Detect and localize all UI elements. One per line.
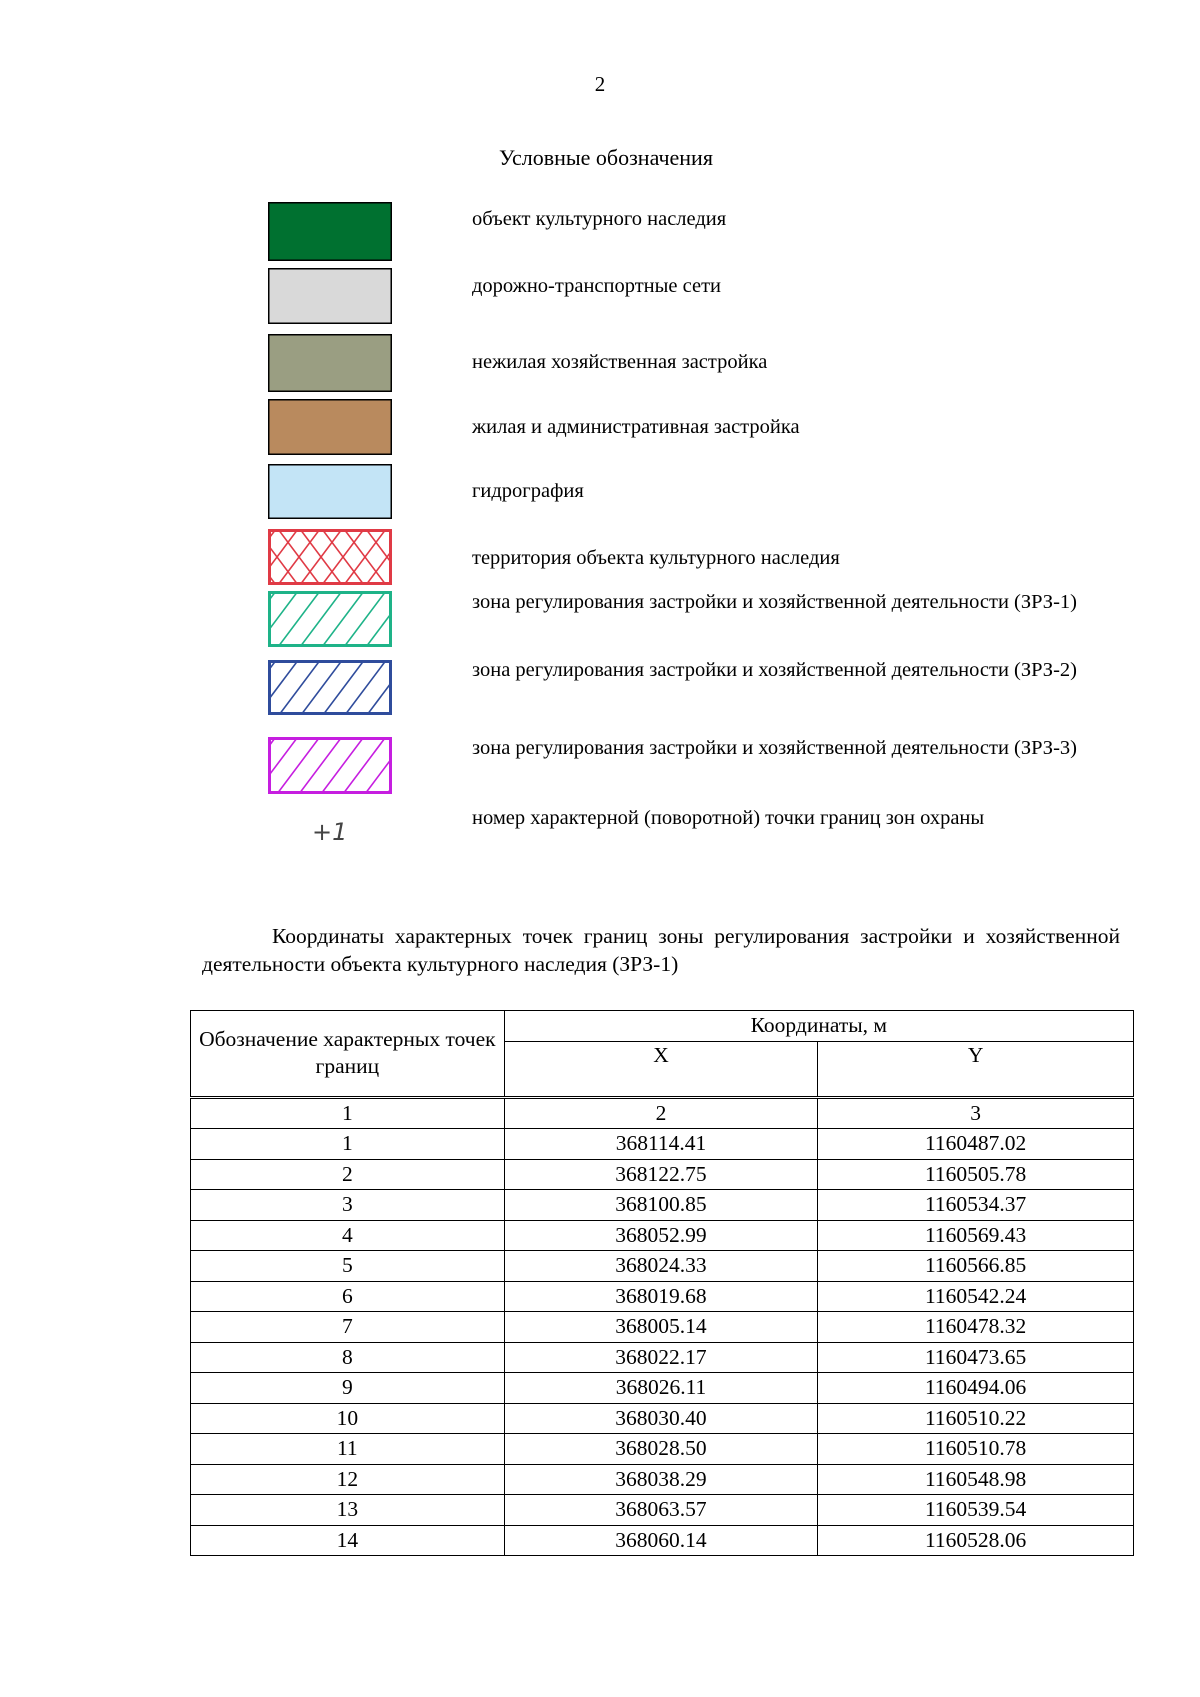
legend-swatch	[268, 202, 392, 261]
table-row	[191, 1220, 1134, 1251]
page-number: 2	[594, 72, 606, 96]
point-number-cell: 3	[191, 1190, 505, 1221]
table-row	[191, 1373, 1134, 1404]
legend-swatch	[268, 464, 392, 519]
table-row	[191, 1342, 1134, 1373]
legend-swatch	[268, 334, 392, 392]
table-row	[191, 1434, 1134, 1465]
y-coordinate-cell: 1160494.06	[818, 1373, 1134, 1404]
legend-label: нежилая хозяйственная застройка	[472, 351, 768, 373]
x-coordinate-cell: 368030.40	[504, 1403, 818, 1434]
legend-label: зона регулирования застройки и хозяйственной деятельности (ЗРЗ-1)	[472, 591, 1077, 613]
point-number-cell: 5	[191, 1251, 505, 1282]
y-coordinate-cell: 1160539.54	[818, 1495, 1134, 1526]
coordinates-table	[190, 1010, 1134, 1556]
x-coordinate-cell: 368060.14	[504, 1525, 818, 1556]
legend-swatch	[268, 591, 392, 647]
table-row	[191, 1281, 1134, 1312]
table-caption: Координаты характерных точек границ зоны регулирования застройки и хозяйственной деятельности объекта культурного наследия (ЗРЗ-1)	[202, 924, 1120, 976]
header-coordinates: Координаты, м	[504, 1011, 1133, 1042]
point-number-cell: 10	[191, 1403, 505, 1434]
table-row	[191, 1495, 1134, 1526]
legend-label: дорожно-транспортные сети	[472, 275, 722, 297]
legend-swatch	[268, 737, 392, 794]
point-number-cell: 8	[191, 1342, 505, 1373]
y-coordinate-cell: 1160473.65	[818, 1342, 1134, 1373]
column-number: 2	[504, 1097, 818, 1129]
column-number: 1	[191, 1097, 505, 1129]
point-number-cell: 11	[191, 1434, 505, 1465]
legend-label: зона регулирования застройки и хозяйственной деятельности (ЗРЗ-2)	[472, 659, 1077, 681]
column-number: 3	[818, 1097, 1134, 1129]
x-coordinate-cell: 368122.75	[504, 1159, 818, 1190]
y-coordinate-cell: 1160534.37	[818, 1190, 1134, 1221]
x-coordinate-cell: 368114.41	[504, 1129, 818, 1160]
y-coordinate-cell: 1160510.78	[818, 1434, 1134, 1465]
y-coordinate-cell: 1160566.85	[818, 1251, 1134, 1282]
point-number-cell: 9	[191, 1373, 505, 1404]
table-row	[191, 1403, 1134, 1434]
table-row	[191, 1159, 1134, 1190]
legend-label: зона регулирования застройки и хозяйственной деятельности (ЗРЗ-3)	[472, 737, 1077, 759]
y-coordinate-cell: 1160487.02	[818, 1129, 1134, 1160]
legend-swatch	[268, 529, 392, 585]
header-y: Y	[818, 1041, 1134, 1097]
y-coordinate-cell: 1160542.24	[818, 1281, 1134, 1312]
x-coordinate-cell: 368100.85	[504, 1190, 818, 1221]
legend-swatch	[268, 268, 392, 324]
point-number-cell: 12	[191, 1464, 505, 1495]
x-coordinate-cell: 368026.11	[504, 1373, 818, 1404]
y-coordinate-cell: 1160478.32	[818, 1312, 1134, 1343]
point-number-cell: 4	[191, 1220, 505, 1251]
x-coordinate-cell: 368019.68	[504, 1281, 818, 1312]
legend-swatch	[268, 399, 392, 455]
point-number-cell: 13	[191, 1495, 505, 1526]
x-coordinate-cell: 368028.50	[504, 1434, 818, 1465]
point-number-cell: 1	[191, 1129, 505, 1160]
point-number-cell: 7	[191, 1312, 505, 1343]
x-coordinate-cell: 368005.14	[504, 1312, 818, 1343]
boundary-point-marker-icon: +1	[312, 818, 348, 846]
header-x: X	[504, 1041, 818, 1097]
x-coordinate-cell: 368022.17	[504, 1342, 818, 1373]
x-coordinate-cell: 368024.33	[504, 1251, 818, 1282]
x-coordinate-cell: 368063.57	[504, 1495, 818, 1526]
x-coordinate-cell: 368038.29	[504, 1464, 818, 1495]
point-number-cell: 2	[191, 1159, 505, 1190]
header-point-designation: Обозначение характерных точек границ	[191, 1011, 505, 1098]
table-row	[191, 1190, 1134, 1221]
legend-title: Условные обозначения	[499, 145, 713, 170]
legend-label: гидрография	[472, 480, 584, 502]
legend-label: территория объекта культурного наследия	[472, 547, 840, 569]
legend-label: жилая и административная застройка	[472, 416, 800, 438]
table-row	[191, 1251, 1134, 1282]
y-coordinate-cell: 1160505.78	[818, 1159, 1134, 1190]
y-coordinate-cell: 1160548.98	[818, 1464, 1134, 1495]
legend-swatch	[268, 660, 392, 715]
x-coordinate-cell: 368052.99	[504, 1220, 818, 1251]
table-row	[191, 1129, 1134, 1160]
y-coordinate-cell: 1160569.43	[818, 1220, 1134, 1251]
y-coordinate-cell: 1160528.06	[818, 1525, 1134, 1556]
table-row	[191, 1312, 1134, 1343]
point-number-cell: 6	[191, 1281, 505, 1312]
y-coordinate-cell: 1160510.22	[818, 1403, 1134, 1434]
table-row	[191, 1464, 1134, 1495]
point-number-cell: 14	[191, 1525, 505, 1556]
legend-label: объект культурного наследия	[472, 208, 727, 230]
legend-label: номер характерной (поворотной) точки границ зон охраны	[472, 807, 985, 829]
table-row	[191, 1525, 1134, 1556]
